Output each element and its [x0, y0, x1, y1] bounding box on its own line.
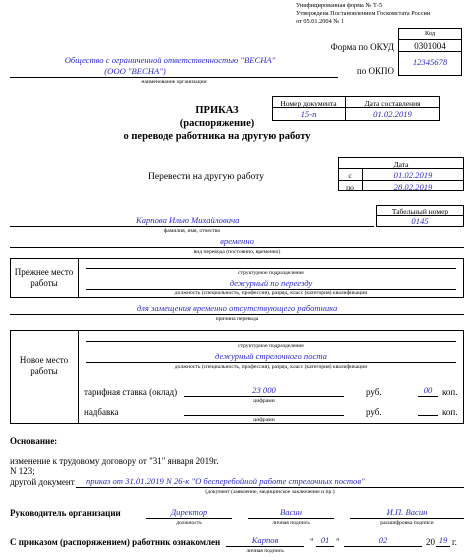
bonus-kop-label: коп.	[442, 407, 458, 417]
ack-year-value: 19	[438, 535, 448, 545]
rate-value: 23 000	[252, 385, 276, 395]
form-header-line2: Утверждена Постановлением Госкомстата России	[296, 10, 431, 17]
new-place-label-2: работы	[30, 366, 58, 376]
okpo-label: по ОКПО	[356, 66, 394, 76]
doc-title: ПРИКАЗ	[195, 105, 239, 116]
head-sign-value: Васин	[280, 507, 302, 517]
new-place-label-1: Новое место	[19, 355, 69, 365]
ack-quote-open: "	[310, 537, 314, 547]
rate-kop-value: 00	[423, 385, 433, 395]
ack-year-prefix: 20	[426, 537, 435, 547]
head-decode-value: И.П. Васин	[386, 507, 428, 517]
transfer-date-header: Дата	[393, 160, 409, 169]
org-caption: наименование организации	[141, 79, 207, 85]
previous-position-caption: должность (специальность, профессия), разряд, класс (категория) квалификации	[174, 290, 368, 296]
previous-position-value: дежурный по переезду	[229, 278, 313, 288]
org-name-line2: (ООО "ВЕСНА")	[104, 66, 166, 76]
ack-sign-value: Карпов	[251, 535, 279, 545]
bonus-rub-label: руб.	[366, 407, 382, 417]
transfer-kind-value: временно	[220, 236, 254, 246]
previous-unit-caption: структурное подразделение	[238, 270, 304, 276]
doc-date-value: 01.02.2019	[373, 109, 412, 119]
doc-number-header: Номер документа	[280, 99, 337, 108]
okud-label: Форма по ОКУД	[330, 42, 394, 52]
basis-other-caption: (документ (заявление, медицинское заключение и пр.)	[205, 489, 335, 495]
employee-name: Карпова Илью Михайловича	[136, 215, 240, 225]
basis-other-value: приказ от 31.01.2019 N 26-к "О бесперебойной работе стрелочных постов"	[86, 476, 365, 486]
transfer-reason-value: для замещения временно отсутствующего работника	[136, 303, 338, 313]
form-header-line1: Унифицированная форма № Т-5	[296, 2, 383, 9]
org-name-line1: Общество с ограниченной ответственностью "ВЕСНА"	[64, 55, 276, 65]
rate-digits-caption: цифрами	[253, 398, 275, 404]
okpo-value: 12345678	[412, 57, 448, 67]
basis-line1: изменение к трудовому договору от "31" января 2019г.	[10, 456, 219, 466]
ack-label: С приказом (распоряжением) работник ознакомлен	[10, 537, 221, 547]
previous-place-label-1: Прежнее место	[14, 267, 74, 277]
basis-heading: Основание:	[10, 436, 58, 446]
transfer-to-value: 28.02.2019	[393, 182, 433, 192]
new-position-value: дежурный стрелочного поста	[215, 351, 327, 361]
doc-date-header: Дата составления	[364, 99, 421, 108]
transfer-from-value: 01.02.2019	[393, 170, 433, 180]
transfer-reason-caption: причина перевода	[215, 316, 259, 322]
ack-month-value: 02	[378, 535, 388, 545]
doc-number-value: 15-п	[300, 109, 317, 119]
transfer-heading: Перевести на другую работу	[148, 172, 264, 182]
previous-place-label-2: работы	[30, 278, 58, 288]
bonus-digits-caption: цифрами	[253, 417, 275, 423]
head-label: Руководитель организации	[10, 508, 121, 518]
form-header-line3: от 05.01.2004 № 1	[296, 18, 345, 25]
transfer-from-label: с	[348, 171, 352, 180]
rate-label: тарифная ставка (оклад)	[84, 387, 178, 397]
okud-value: 0301004	[414, 41, 446, 51]
ack-year-suffix: г.	[452, 537, 457, 547]
head-position-value: Директор	[170, 507, 208, 517]
tab-number-header: Табельный номер	[391, 207, 449, 216]
doc-subject: о переводе работника на другую работу	[123, 131, 311, 142]
transfer-to-label: по	[346, 183, 354, 192]
rate-rub-label: руб.	[366, 387, 382, 397]
rate-kop-label: коп.	[442, 387, 458, 397]
basis-line2: N 123;	[10, 466, 35, 476]
new-position-caption: должность (специальность, профессия), разряд, класс (категория) квалификации	[174, 364, 368, 370]
ack-quote-close: "	[336, 537, 340, 547]
codes-header: Код	[424, 30, 436, 37]
head-sign-caption: личная подпись	[272, 520, 310, 526]
bonus-label: надбавка	[84, 407, 119, 417]
basis-other-label: другой документ	[10, 477, 75, 487]
ack-day-value: 01	[320, 535, 330, 545]
new-unit-caption: структурное подразделение	[238, 343, 304, 349]
head-decode-caption: расшифровка подписи	[380, 520, 434, 526]
doc-title-sub: (распоряжение)	[179, 118, 255, 129]
employee-name-caption: фамилия, имя, отчество	[163, 228, 221, 234]
tab-number-value: 0145	[411, 216, 429, 226]
ack-sign-caption: личная подпись	[246, 548, 284, 554]
transfer-kind-caption: вид перевода (постоянно, временно)	[193, 249, 281, 255]
head-position-caption: должность	[176, 520, 202, 526]
